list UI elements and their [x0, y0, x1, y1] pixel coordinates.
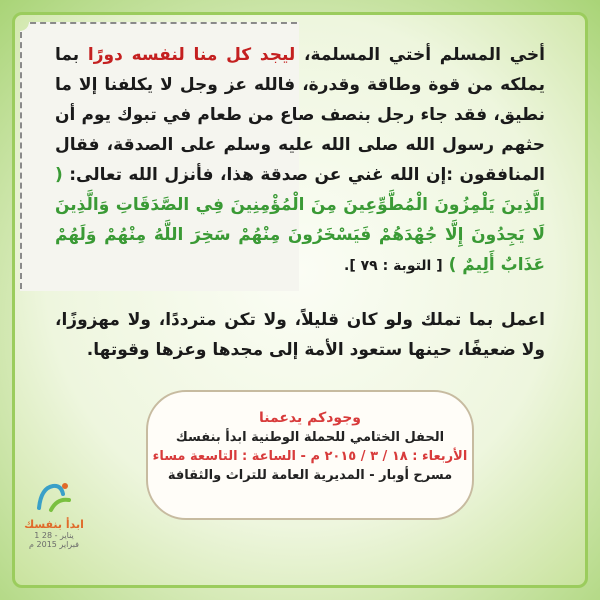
- main-text: [55, 40, 545, 365]
- quran-verse: ( الَّذِينَ يَلْمِزُونَ الْمُطَّوِّعِينَ مِنَ الْمُؤْمِنِينَ فِي الصَّدَقَاتِ وَالَّذِينَ لَا يَجِدُونَ إِلَّا جُهْدَهُمْ فَيَسْخَرُونَ مِنْهُمْ سَخِرَ اللَّهُ مِنْهُمْ وَلَهُمْ عَذَابٌ أَلِيمٌ ): [55, 165, 545, 275]
- badge-event-title: الحفل الختامي للحملة الوطنية ابدأ بنفسك: [175, 430, 445, 445]
- event-badge: [146, 390, 474, 520]
- verse-reference: [ التوبة : ٧٩ ].: [344, 258, 443, 274]
- closing-paragraph: اعمل بما تملك ولو كان قليلاً، ولا تكن مترددًا، ولا مهزوزًا، ولا ضعيفًا، حينها ستعود الأمة إلى مجدها وعزها وقوتها.: [55, 310, 545, 360]
- badge-datetime: الأربعاء : ١٨ / ٣ / ٢٠١٥ م - الساعة : التاسعة مساء: [152, 449, 468, 464]
- badge-slogan: وجودكم يدعمنا: [258, 410, 361, 426]
- badge-venue: مسرح أوبار - المديرية العامة للتراث والثقافة: [167, 468, 453, 483]
- logo-icon: [31, 480, 77, 514]
- campaign-logo: [24, 480, 84, 549]
- story-text: بما يملكه من قوة وطاقة وقدرة، فالله عز وجل لا يكلفنا إلا ما نطيق، فقد جاء رجل بنصف صاع من طعام في تبوك يوم أن حثهم رسول الله صلى الله عليه وسلم على الصدقة، فقال المنافقون :إن الله غني عن صدقة هذا، فأنزل الله تعالى:: [55, 45, 545, 185]
- logo-title: ابدأ بنفسك: [24, 518, 84, 531]
- logo-dates: 1 يناير - 28 فبراير 2015 م: [29, 531, 79, 549]
- intro-text: أخي المسلم أختي المسلمة،: [304, 45, 545, 65]
- highlight-text: ليجد كل منا لنفسه دورًا: [87, 45, 296, 65]
